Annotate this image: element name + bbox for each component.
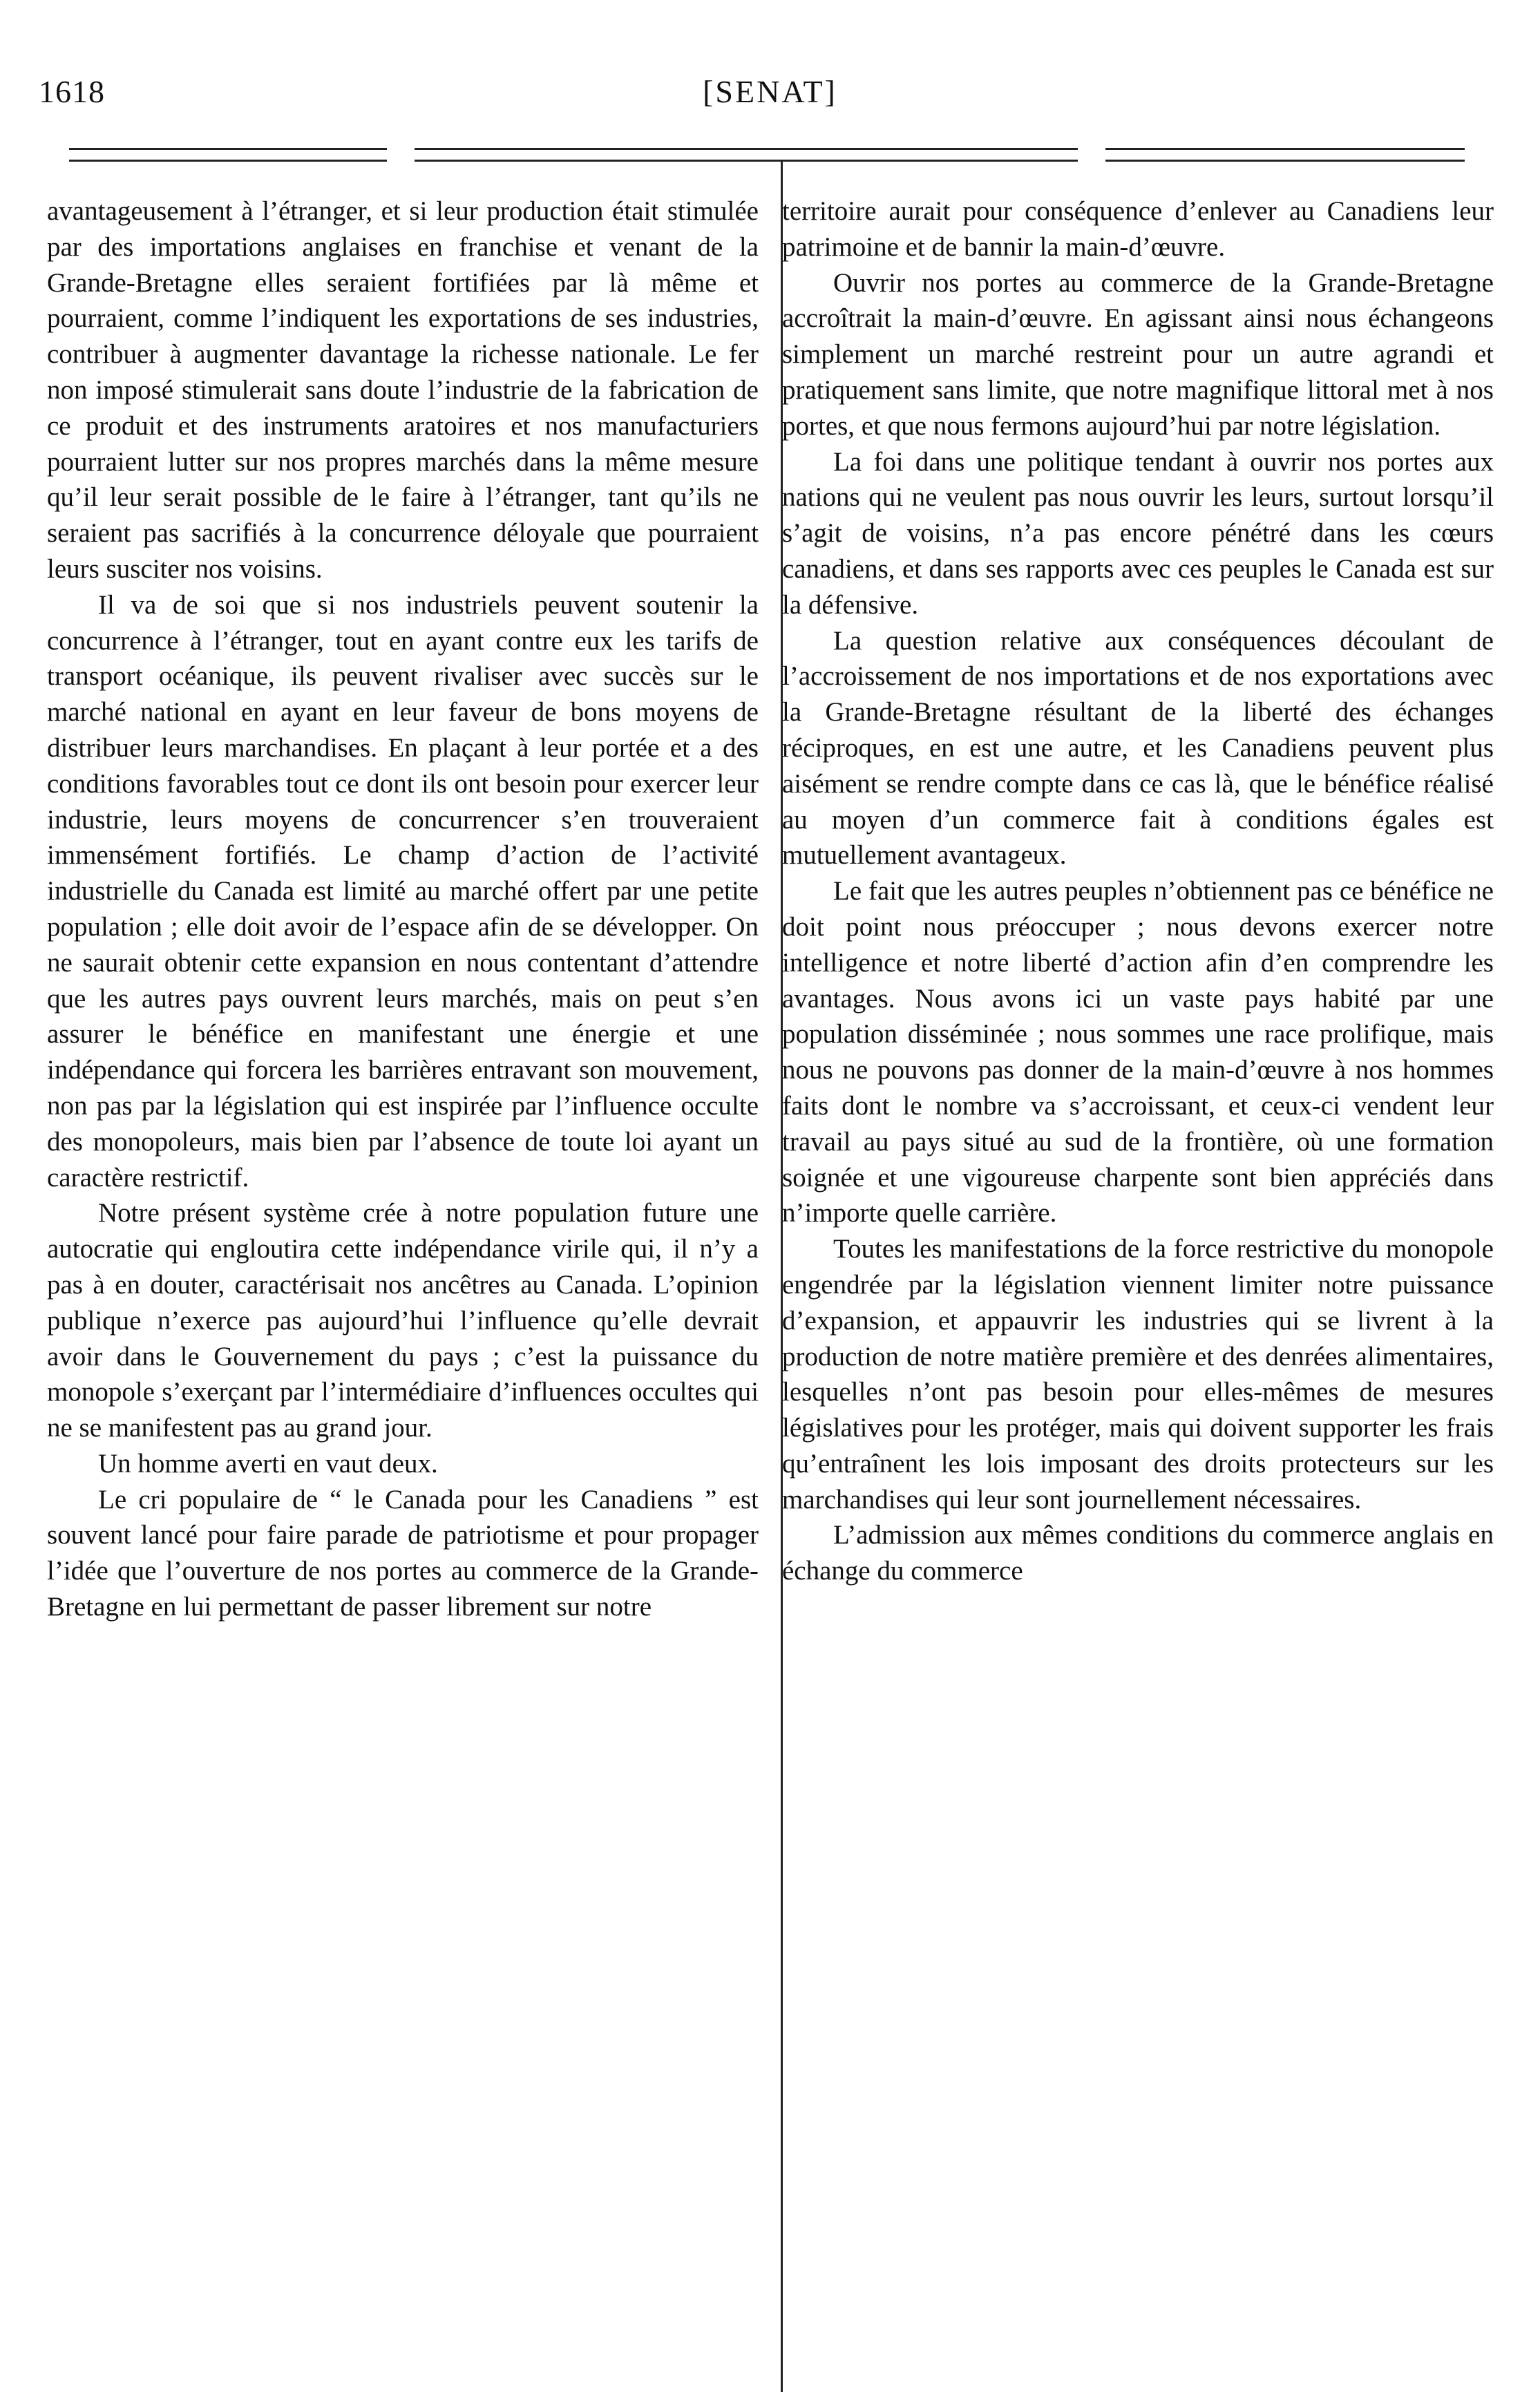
header-rule-left <box>69 148 387 162</box>
page-number: 1618 <box>39 74 105 109</box>
paragraph: territoire aurait pour conséquence d’enlever au Canadiens leur patrimoine et de bannir la main-d’œuvre. <box>782 196 1494 262</box>
header-rule-right <box>1105 148 1465 162</box>
header-rule-center <box>415 148 1078 162</box>
paragraph: La question relative aux conséquences découlant de l’accroissement de nos importations et de nos exportations avec la Grande-Bretagne résultant de la liberté des échanges réciproques, en est une autre, et les Canadiens peuvent plus aisément se rendre compte dans ce cas là, que le bénéfice réalisé au moyen d’un commerce fait à conditions égales est mutuellement avantageux. <box>782 625 1494 871</box>
paragraph: La foi dans une politique tendant à ouvrir nos portes aux nations qui ne veulent pas nous ouvrir les leurs, surtout lorsqu’il s’agit de voisins, n’a pas encore pénétré dans les cœurs canadiens, et dans ses rapports avec ces peuples le Canada est sur la défensive. <box>782 446 1494 620</box>
paragraph: Ouvrir nos portes au commerce de la Grande-Bretagne accroîtrait la main-d’œuvre. En agissant ainsi nous échangeons simplement un marché restreint pour un autre agrandi et pratiquement sans limite, que notre magnifique littoral met à nos portes, et que nous fermons aujourd’hui par notre législation. <box>782 267 1494 441</box>
left-column <box>47 193 759 1625</box>
page-title: [SENAT] <box>703 74 837 109</box>
paragraph: avantageusement à l’étranger, et si leur production était stimulée par des importations anglaises en franchise et venant de la Grande-Bretagne elles seraient fortifiées par là même et pourraient, comme l’indiquent les exportations de ses industries, contribuer à augmenter davantage la richesse nationale. Le fer non imposé stimulerait sans doute l’industrie de la fabrication de ce produit et des instruments aratoires et nos manufacturiers pourraient lutter sur nos propres marchés dans la même mesure qu’il leur serait possible de le faire à l’étranger, tant qu’ils ne seraient pas sacrifiés à la concurrence déloyale que pourraient leurs susciter nos voisins. <box>47 196 759 584</box>
paragraph: Le fait que les autres peuples n’obtiennent pas ce bénéfice ne doit point nous préoccuper ; nous devons exercer notre intelligence et notre liberté d’action afin d’en comprendre les avantages. Nous avons ici un vaste pays habité par une population disséminée ; nous sommes une race prolifique, mais nous ne pouvons pas donner de la main-d’œuvre à nos hommes faits dont le nombre va s’accroissant, et ceux-ci vendent leur travail au pays situé au sud de la frontière, où une formation soignée et une vigoureuse charpente sont bien appréciés dans n’importe quelle carrière. <box>782 876 1494 1228</box>
paragraph: Toutes les manifestations de la force restrictive du monopole engendrée par la législation viennent limiter notre puissance d’expansion, et appauvrir les industries qui se livrent à la production de notre matière première et des denrées alimentaires, lesquelles n’ont pas besoin pour elles-mêmes de mesures législatives pour les protéger, mais qui doivent supporter les frais qu’entraînent les lois imposant des droits protecteurs sur les marchandises qui leur sont journellement nécessaires. <box>782 1234 1494 1514</box>
paragraph: L’admission aux mêmes conditions du commerce anglais en échange du commerce <box>782 1520 1494 1586</box>
paragraph: Un homme averti en vaut deux. <box>98 1448 438 1479</box>
paragraph: Il va de soi que si nos industriels peuvent soutenir la concurrence à l’étranger, tout en ayant contre eux les tarifs de transport océanique, ils peuvent rivaliser avec succès sur le marché national en ayant en leur faveur de bons moyens de distribuer leurs marchandises. En plaçant à leur portée et a des conditions favorables tout ce dont ils ont besoin pour exercer leur industrie, leurs moyens de concurrencer s’en trouveraient immensément fortifiés. Le champ d’action de l’activité industrielle du Canada est limité au marché offert par une petite population ; elle doit avoir de l’espace afin de se développer. On ne saurait obtenir cette expansion en nous contentant d’attendre que les autres pays ouvrent leurs marchés, mais on peut s’en assurer le bénéfice en manifestant une énergie et une indépendance qui forcera les barrières entravant son mouvement, non pas par la législation qui est inspirée par l’influence occulte des monopoleurs, mais bien par l’absence de toute loi ayant un caractère restrictif. <box>47 589 759 1193</box>
paragraph: Notre présent système crée à notre population future une autocratie qui engloutira cette indépendance virile qui, il n’y a pas à en douter, caractérisait nos ancêtres au Canada. L’opinion publique n’exerce pas aujourd’hui l’influence qu’elle devrait avoir dans le Gouvernement du pays ; c’est la puissance du monopole s’exerçant par l’intermédiaire d’influences occultes qui ne se manifestent pas au grand jour. <box>47 1198 759 1443</box>
paragraph: Le cri populaire de “ le Canada pour les Canadiens ” est souvent lancé pour faire parade de patriotisme et pour propager l’idée que l’ouverture de nos portes au commerce de la Grande-Bretagne en lui permettant de passer librement sur notre <box>47 1484 759 1622</box>
right-column <box>782 193 1494 1589</box>
